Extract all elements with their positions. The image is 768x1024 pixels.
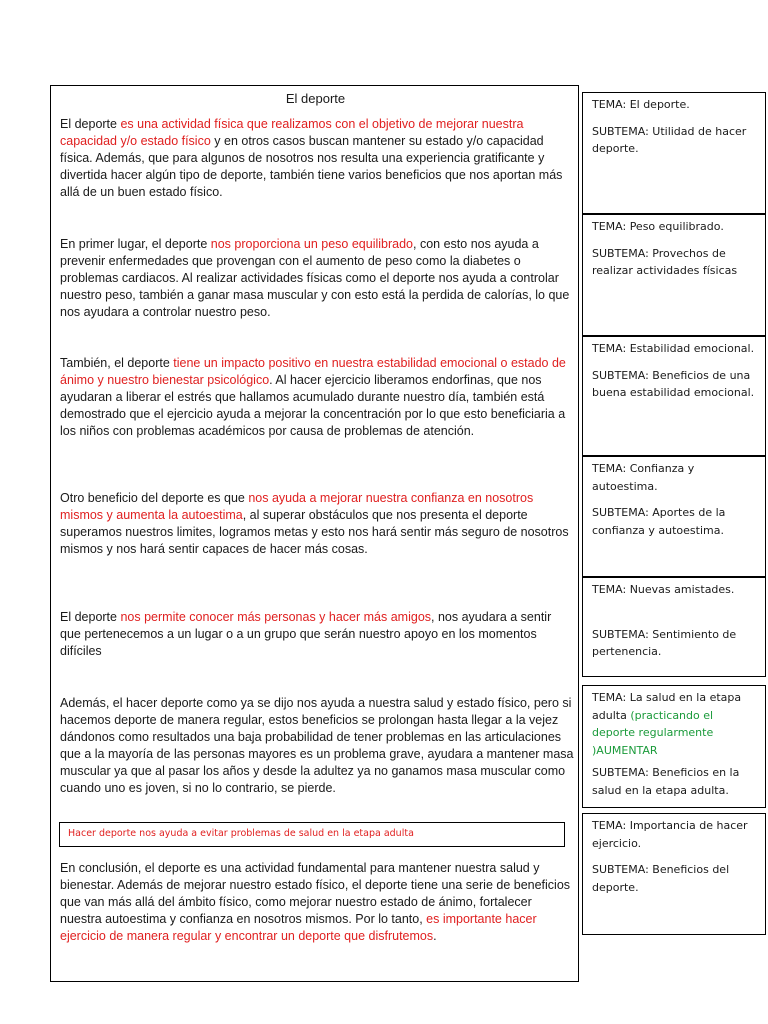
subtema-label: SUBTEMA: Beneficios en la salud en la etapa adulta. <box>592 766 740 797</box>
subtema-label: SUBTEMA: Aportes de la confianza y autoestima. <box>592 506 726 537</box>
topic-box-2 <box>582 214 766 336</box>
subtema-label: SUBTEMA: Beneficios del deporte. <box>592 863 730 894</box>
document-title: El deporte <box>285 91 346 106</box>
subtema-label: SUBTEMA: Beneficios de una buena estabilidad emocional. <box>592 368 755 399</box>
tema-label: TEMA: Confianza y autoestima. <box>592 462 695 493</box>
topic-box-3 <box>582 336 766 456</box>
topic-box-6 <box>582 685 766 808</box>
essay-box <box>50 85 579 982</box>
paragraph-3: También, el deporte tiene un impacto positivo en nuestra estabilidad emocional o estado de ánimo y nuestro bienestar psicológico. Al hacer ejercicio liberamos endorfinas, que nos ayudaran a liberar el estrés que hallamos acumulado durante nuestro día, también está demostrado que el ejercicio ayuda a mejorar la concentración por lo que esto beneficiaria a los niños con problemas académicos por causa de problemas de atención. <box>60 356 566 438</box>
tema-label: TEMA: El deporte. <box>592 98 690 111</box>
tema-note: (practicando el deporte regularmente ) <box>592 708 714 757</box>
subtema-label: SUBTEMA: Provechos de realizar actividades físicas <box>592 246 738 277</box>
tema-label: TEMA: Estabilidad emocional. <box>592 342 755 355</box>
highlight-callout: Hacer deporte nos ayuda a evitar problemas de salud en la etapa adulta <box>59 822 565 847</box>
paragraph-1: El deporte es una actividad física que realizamos con el objetivo de mejorar nuestra capacidad y/o estado físico y en otros casos buscan mantener su estado y/o capacidad física. Además, que para algunos de nosotros nos resulta una experiencia gratificante y divertida hacer algún tipo de deporte, también tiene varios beneficios que nos aportan más allá de un buen estado físico. <box>60 117 563 199</box>
tema-label: TEMA: Importancia de hacer ejercicio. <box>592 819 748 850</box>
topic-box-5 <box>582 577 766 677</box>
tema-note-aumentar: AUMENTAR <box>596 743 658 757</box>
paragraph-7: En conclusión, el deporte es una actividad fundamental para mantener nuestra salud y bienestar. Además de mejorar nuestro estado físico, el deporte tiene una serie de beneficios que van más allá del ámbito físico, como mejorar nuestro estado de ánimo, fortalecer nuestra autoestima y confianza en nosotros mismos. Por lo tanto, es importante hacer ejercicio de manera regular y encontrar un deporte que disfrutemos. <box>60 861 571 943</box>
subtema-label: SUBTEMA: Utilidad de hacer deporte. <box>592 124 747 155</box>
paragraph-2: En primer lugar, el deporte nos proporciona un peso equilibrado, con esto nos ayuda a prevenir enfermedades que provengan con el aumento de peso como la diabetes o problemas cardiacos. Al realizar actividades físicas como el deporte nos ayuda a controlar nuestro peso, también a ganar masa muscular y con esto está la perdida de calorías, lo que nos ayudara a controlar nuestro peso. <box>60 237 570 319</box>
tema-label: TEMA: La salud en la etapa adulta (practicando el deporte regularmente )AUMENTAR <box>592 691 742 757</box>
paragraph-5: El deporte nos permite conocer más personas y hacer más amigos, nos ayudara a sentir que pertenecemos a un lugar o a un grupo que serán nuestro apoyo en los momentos difíciles <box>60 610 552 658</box>
tema-label: TEMA: Nuevas amistades. <box>592 583 735 596</box>
paragraph-6: Además, el hacer deporte como ya se dijo nos ayuda a nuestra salud y estado físico, pero si hacemos deporte de manera regular, estos beneficios se prolongan hasta llegar a la vejez dándonos como resultados una baja probabilidad de tener problemas en las articulaciones que a la mayoría de las personas mayores es un problema grave, ayudara a mantener masa muscular ya que al pasar los años y desde la adultez ya no ganamos masa muscular como cuando uno es joven, si no lo contrario, se pierde. <box>60 696 574 795</box>
topic-box-4 <box>582 456 766 577</box>
topic-box-1 <box>582 92 766 214</box>
subtema-label: SUBTEMA: Sentimiento de pertenencia. <box>592 627 737 658</box>
topic-box-7 <box>582 813 766 935</box>
tema-label: TEMA: Peso equilibrado. <box>592 220 724 233</box>
paragraph-4: Otro beneficio del deporte es que nos ayuda a mejorar nuestra confianza en nosotros mismos y aumenta la autoestima, al superar obstáculos que nos presenta el deporte superamos nuestros limites, logramos metas y esto nos hará sentir más seguro de nosotros mismos y nos hará sentir capaces de hacer más cosas. <box>60 491 569 556</box>
